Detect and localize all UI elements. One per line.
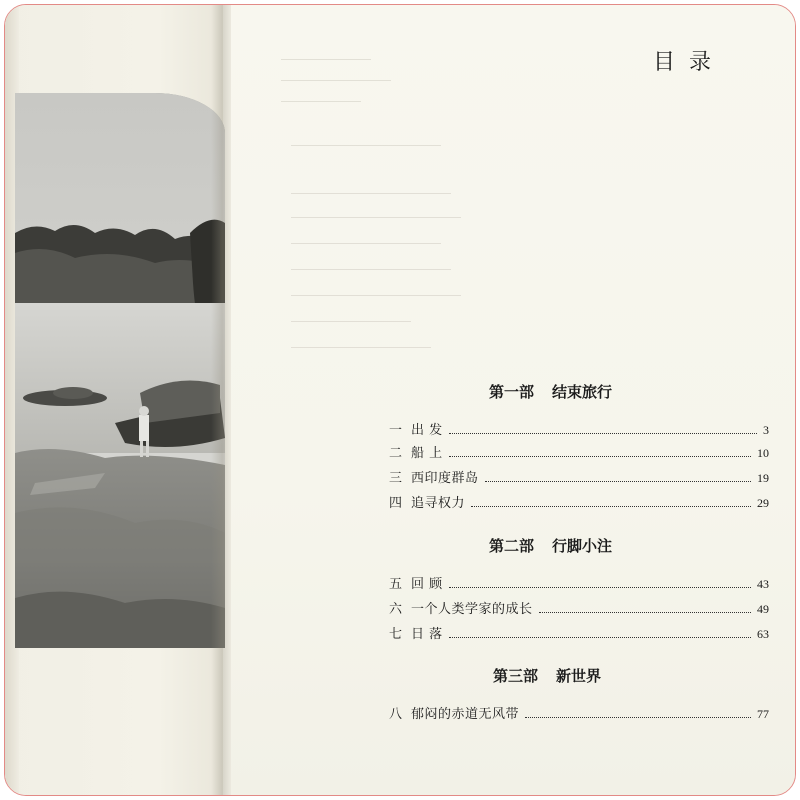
toc-heading: 目录	[652, 50, 725, 75]
right-page	[231, 5, 795, 795]
book-spread-photo	[4, 4, 796, 796]
dot-leader	[471, 506, 751, 507]
chapter-title: 回 顾	[411, 577, 443, 592]
chapter-title: 追寻权力	[411, 496, 466, 511]
show-through-line	[281, 101, 361, 102]
chapter-title: 西印度群岛	[411, 471, 479, 486]
chapter-number: 一	[389, 423, 403, 438]
part-name: 行脚小注	[552, 537, 613, 555]
dot-leader	[449, 433, 757, 434]
chapter-number: 四	[389, 496, 403, 511]
toc-entry[interactable]	[389, 442, 769, 462]
chapter-title: 出 发	[411, 423, 443, 438]
show-through-line	[291, 193, 451, 194]
dot-leader	[449, 637, 751, 638]
dot-leader	[449, 456, 751, 457]
show-through-line	[291, 321, 411, 322]
part-label: 第二部	[489, 537, 535, 555]
show-through-line	[291, 217, 461, 218]
part-name: 新世界	[556, 667, 602, 685]
part-heading	[489, 381, 612, 402]
page-number: 3	[763, 423, 769, 437]
show-through-line	[281, 59, 371, 60]
chapter-number: 三	[389, 471, 403, 486]
show-through-line	[291, 243, 441, 244]
page-number: 43	[757, 577, 769, 591]
page-number: 29	[757, 496, 769, 510]
part-label: 第三部	[493, 667, 539, 685]
part-label: 第一部	[489, 383, 535, 401]
chapter-number: 八	[389, 707, 403, 722]
show-through-line	[291, 347, 431, 348]
show-through-line	[291, 145, 441, 146]
river-photograph	[15, 93, 225, 648]
chapter-title: 船 上	[411, 446, 443, 461]
chapter-title: 郁闷的赤道无风带	[411, 707, 520, 722]
page-number: 63	[757, 627, 769, 641]
dot-leader	[449, 587, 751, 588]
dot-leader	[539, 612, 751, 613]
page-number: 49	[757, 602, 769, 616]
part-heading	[493, 665, 601, 686]
page-number: 77	[757, 707, 769, 721]
part-name: 结束旅行	[552, 383, 613, 401]
left-page	[5, 5, 223, 795]
chapter-number: 七	[389, 627, 403, 642]
toc-entry[interactable]	[389, 467, 769, 487]
chapter-number: 二	[389, 446, 403, 461]
show-through-line	[291, 295, 461, 296]
part-heading	[489, 535, 612, 556]
chapter-number: 六	[389, 602, 403, 617]
toc-entry[interactable]	[389, 419, 769, 439]
show-through-line	[281, 80, 391, 81]
chapter-title: 日 落	[411, 627, 443, 642]
page-number: 19	[757, 471, 769, 485]
chapter-title: 一个人类学家的成长	[411, 602, 533, 617]
toc-entry[interactable]	[389, 492, 769, 512]
toc-entry[interactable]	[389, 573, 769, 593]
page-number: 10	[757, 446, 769, 460]
toc-entry[interactable]	[389, 703, 769, 723]
chapter-number: 五	[389, 577, 403, 592]
toc-entry[interactable]	[389, 598, 769, 618]
dot-leader	[525, 717, 751, 718]
photo-illustration	[15, 93, 225, 648]
show-through-line	[291, 269, 451, 270]
dot-leader	[485, 481, 751, 482]
toc-entry[interactable]	[389, 623, 769, 643]
